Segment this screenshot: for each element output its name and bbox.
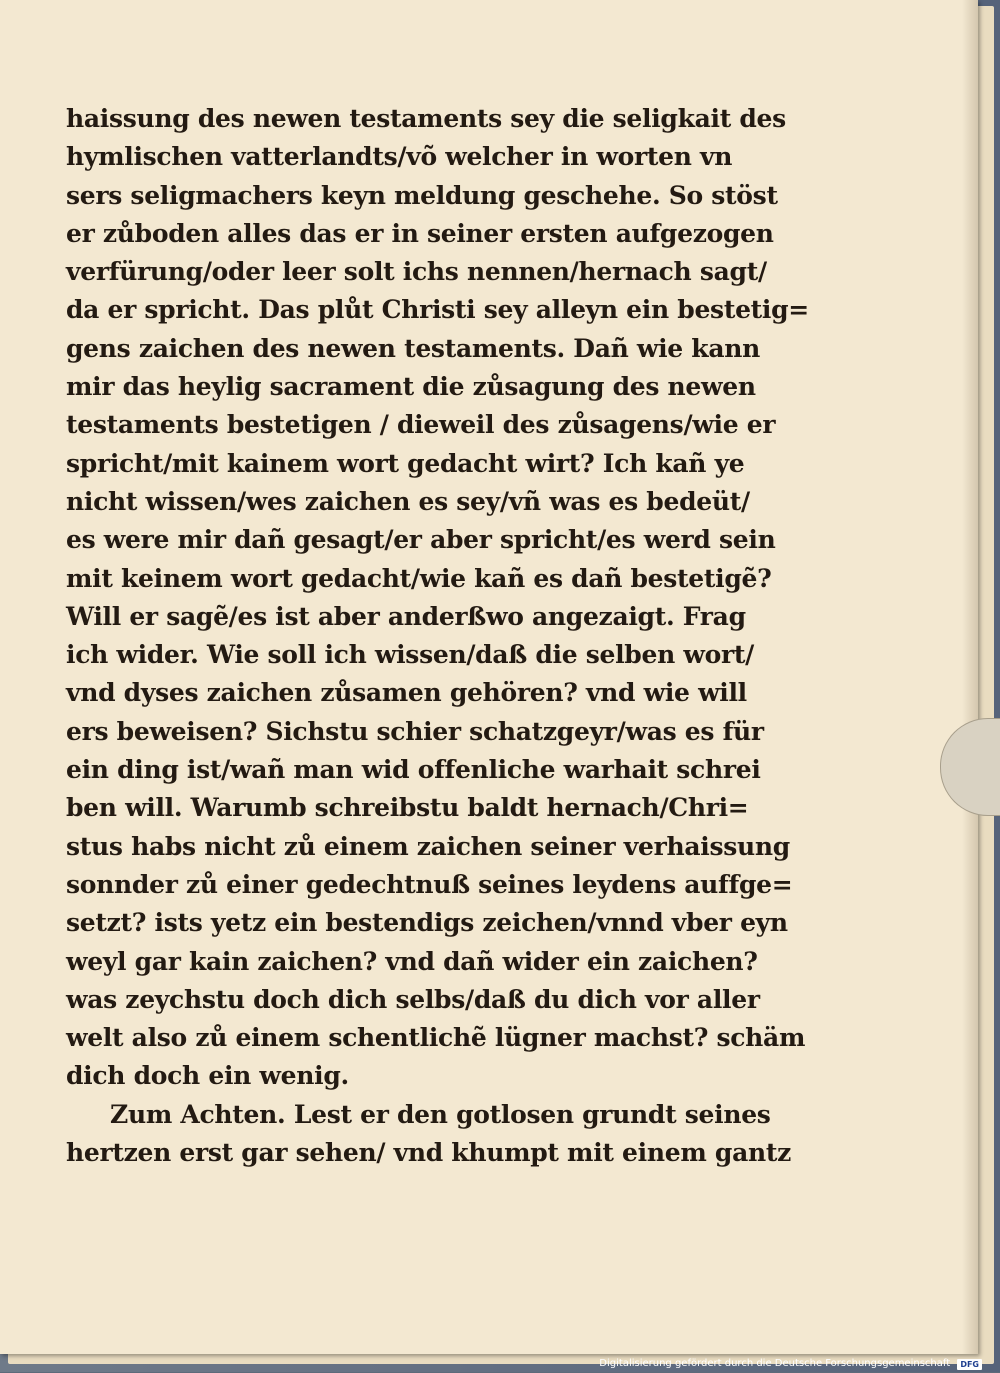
text-line: hertzen erst gar sehen/ vnd khumpt mit einem gantz bbox=[66, 1138, 792, 1168]
text-line: welt also zů einem schentlichẽ lügner machst? schäm bbox=[66, 1023, 806, 1053]
text-line: nicht wissen/wes zaichen es sey/vñ was es bedeüt/ bbox=[66, 486, 750, 516]
text-line: ich wider. Wie soll ich wissen/daß die selben wort/ bbox=[66, 640, 754, 670]
text-line: ers beweisen? Sichstu schier schatzgeyr/was es für bbox=[66, 716, 764, 746]
page-gutter-shadow bbox=[962, 0, 978, 1354]
text-line: es were mir dañ gesagt/er aber spricht/es werd sein bbox=[66, 525, 776, 555]
digitization-credit bbox=[599, 1356, 982, 1372]
dfg-logo: DFG bbox=[957, 1359, 982, 1370]
credit-text: Digitalisierung gefördert durch die Deutsche Forschungsgemeinschaft bbox=[599, 1358, 951, 1369]
text-line: er zůboden alles das er in seiner ersten aufgezogen bbox=[66, 218, 774, 248]
section-heading-line: Zum Achten. Lest er den gotlosen grundt seines bbox=[110, 1099, 771, 1129]
text-line: gens zaichen des newen testaments. Dañ wie kann bbox=[66, 333, 760, 363]
text-line: hymlischen vatterlandts/võ welcher in worten vn bbox=[66, 142, 733, 172]
text-line: Will er sagẽ/es ist aber anderßwo angezaigt. Frag bbox=[66, 601, 746, 631]
text-line: testaments bestetigen / dieweil des zůsagens/wie er bbox=[66, 410, 776, 440]
text-line: was zeychstu doch dich selbs/daß du dich vor aller bbox=[66, 984, 760, 1014]
text-line: sonnder zů einer gedechtnuß seines leydens auffge= bbox=[66, 869, 793, 899]
text-line: vnd dyses zaichen zůsamen gehören? vnd wie will bbox=[66, 678, 747, 708]
text-line: setzt? ists yetz ein bestendigs zeichen/vnnd vber eyn bbox=[66, 908, 788, 938]
text-line: stus habs nicht zů einem zaichen seiner verhaissung bbox=[66, 831, 790, 861]
text-line: weyl gar kain zaichen? vnd dañ wider ein zaichen? bbox=[66, 946, 758, 976]
body-text bbox=[66, 100, 809, 1172]
text-line: da er spricht. Das plůt Christi sey alleyn ein bestetig= bbox=[66, 295, 809, 325]
text-line: mir das heylig sacrament die zůsagung des newen bbox=[66, 372, 756, 402]
text-line: mit keinem wort gedacht/wie kañ es dañ bestetigẽ? bbox=[66, 563, 772, 593]
text-line: haissung des newen testaments sey die seligkait des bbox=[66, 104, 786, 133]
text-line: dich doch ein wenig. bbox=[66, 1061, 349, 1091]
text-line: ein ding ist/wañ man wid offenliche warhait schrei bbox=[66, 755, 761, 785]
text-line: sers seligmachers keyn meldung geschehe. So stöst bbox=[66, 180, 778, 210]
text-line: spricht/mit kainem wort gedacht wirt? Ich kañ ye bbox=[66, 448, 745, 478]
text-line: verfürung/oder leer solt ichs nennen/hernach sagt/ bbox=[66, 257, 767, 287]
text-line: ben will. Warumb schreibstu baldt hernach/Chri= bbox=[66, 793, 749, 823]
